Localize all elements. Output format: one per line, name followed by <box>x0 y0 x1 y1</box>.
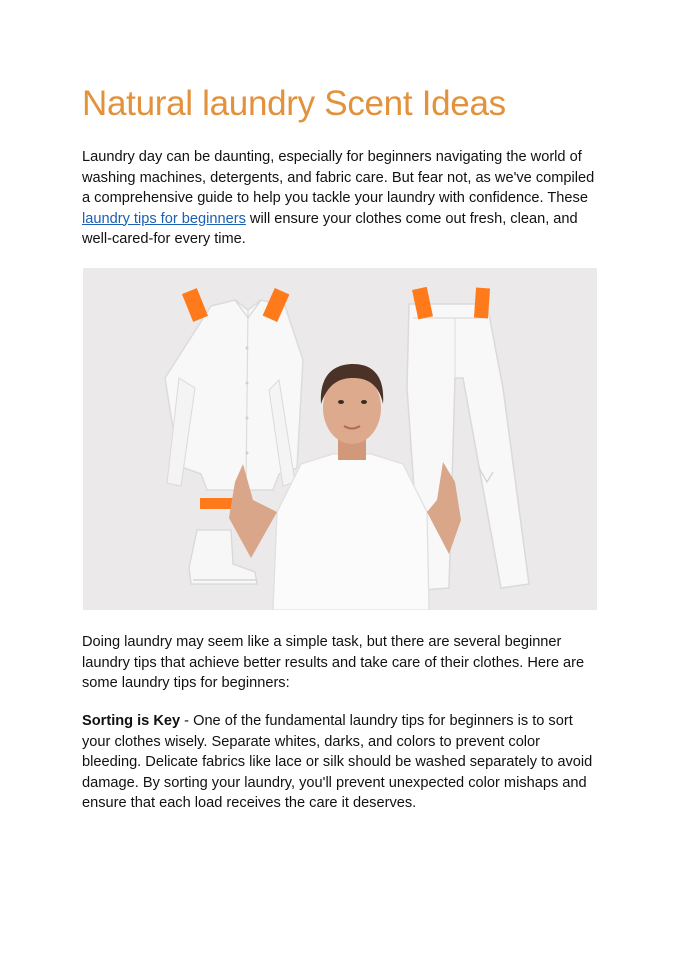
hero-photo <box>83 268 597 610</box>
intro-paragraph <box>82 147 597 250</box>
tip-sorting-heading: Sorting is Key <box>82 713 181 729</box>
body-paragraph: Doing laundry may seem like a simple task, but there are several beginner laundry tips that achieve better results and take care of their clothes. Here are some laundry tips for beginners: <box>82 634 585 691</box>
tip-sorting-paragraph <box>82 711 597 814</box>
tip-sorting-text: - One of the fundamental laundry tips for beginners is to sort your clothes wisely. Separate whites, darks, and colors to prevent color bleeding. Delicate fabrics like lace or silk should be washed separately to avoid damage. By sorting your laundry, you'll prevent unexpected color mishaps and ensure that each load receives the care it deserves. <box>82 713 593 811</box>
page-title: Natural laundry Scent Ideas <box>82 84 506 123</box>
intro-text-start: Laundry day can be daunting, especially for beginners navigating the world of washing machines, detergents, and fabric care. But fear not, as we've compiled a comprehensive guide to help you tackle your laundry with confidence. These <box>82 149 595 206</box>
woman-with-white-clothes-illustration <box>83 268 597 610</box>
intro-text-end: will ensure your clothes come out fresh, clean, and well-cared-for every time. <box>82 210 578 247</box>
laundry-tips-link[interactable]: laundry tips for beginners <box>82 210 246 227</box>
